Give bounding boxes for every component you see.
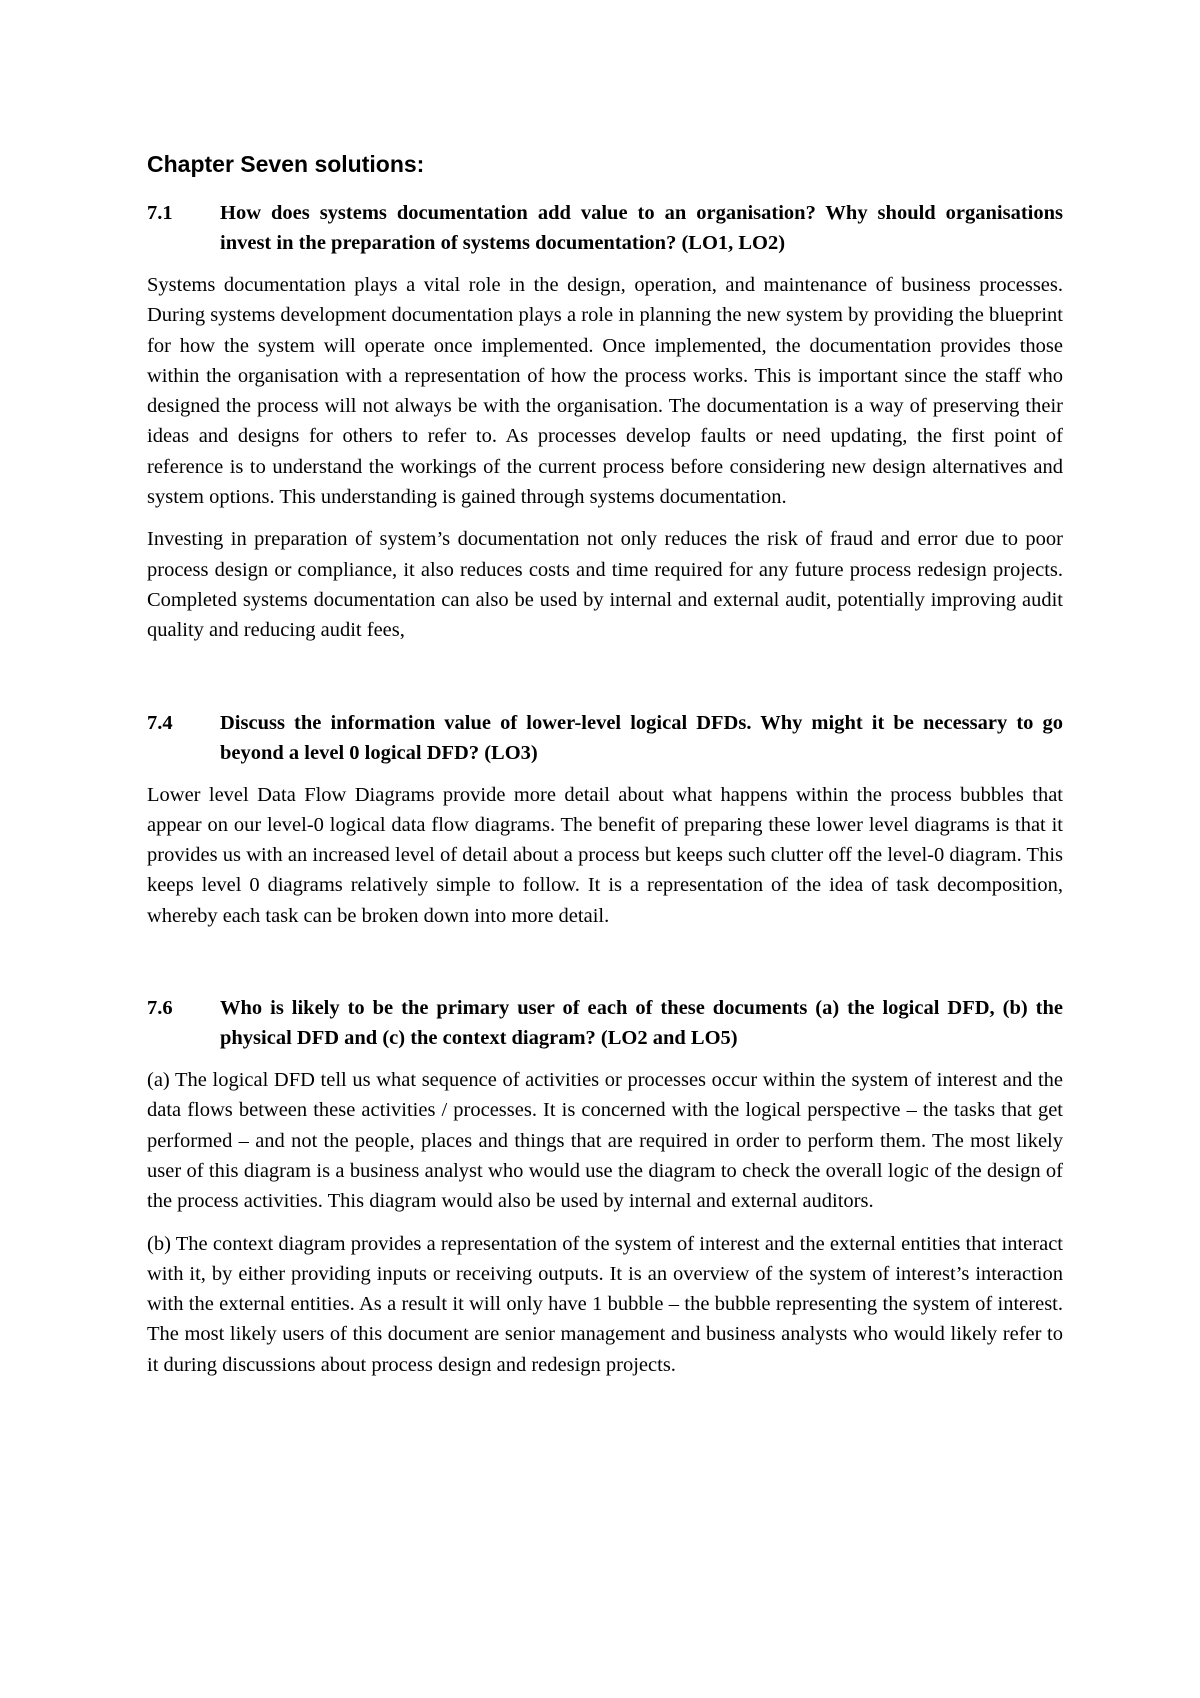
section-7-6 — [147, 993, 1063, 1380]
answer-paragraph: Lower level Data Flow Diagrams provide more detail about what happens within the process bubbles that appear on our level-0 logical data flow diagrams. The benefit of preparing these lower level diagrams is that it provides us with an increased level of detail about a process but keeps such clutter off the level-0 diagram. This keeps level 0 diagrams relatively simple to follow. It is a representation of the idea of task decomposition, whereby each task can be broken down into more detail. — [147, 783, 1063, 927]
answer-paragraph: (a) The logical DFD tell us what sequence of activities or processes occur within the system of interest and the data flows between these activities / processes. It is concerned with the logical perspective – the tasks that get performed – and not the people, places and things that are required in order to perform them. The most likely user of this diagram is a business analyst who would use the diagram to check the overall logic of the design of the process activities. This diagram would also be used by internal and external auditors. — [147, 1069, 1063, 1213]
question-number: 7.1 — [147, 202, 173, 224]
question-heading — [147, 198, 1063, 258]
question-heading — [147, 993, 1063, 1053]
answer-paragraph: Systems documentation plays a vital role in the design, operation, and maintenance of business processes. During systems development documentation plays a role in planning the new system by providing the blueprint for how the system will operate once implemented. Once implemented, the documentation provides those within the organisation with a representation of how the process works. This is important since the staff who designed the process will not always be with the organisation. The documentation is a way of preserving their ideas and designs for others to refer to. As processes develop faults or need updating, the first point of reference is to understand the workings of the current process before considering new design alternatives and system options. This understanding is gained through systems documentation. — [147, 274, 1063, 509]
page-title: Chapter Seven solutions: — [147, 151, 425, 177]
question-text: Discuss the information value of lower-level logical DFDs. Why might it be necessary to go beyond a level 0 logical DFD? (LO3) — [220, 711, 1063, 764]
question-number: 7.4 — [147, 711, 173, 734]
answer-paragraph: Investing in preparation of system’s documentation not only reduces the risk of fraud and error due to poor process design or compliance, it also reduces costs and time required for any future process redesign projects. Completed systems documentation can also be used by internal and external audit, potentially improving audit quality and reducing audit fees, — [147, 528, 1063, 642]
answer-paragraph: (b) The context diagram provides a representation of the system of interest and the external entities that interact with it, by either providing inputs or receiving outputs. It is an overview of the system of interest’s interaction with the external entities. As a result it will only have 1 bubble – the bubble representing the system of interest. The most likely users of this document are senior management and business analysts who would likely refer to it during discussions about process design and redesign projects. — [147, 1232, 1063, 1376]
document-content — [147, 148, 1063, 1392]
section-7-4 — [147, 708, 1063, 931]
question-number: 7.6 — [147, 997, 173, 1020]
question-heading — [147, 708, 1063, 768]
question-text: Who is likely to be the primary user of each of these documents (a) the logical DFD, (b) the physical DFD and (c) the context diagram? (LO2 and LO5) — [220, 997, 1063, 1050]
section-7-1 — [147, 198, 1063, 646]
question-text: How does systems documentation add value to an organisation? Why should organisations invest in the preparation of systems documentation? (LO1, LO2) — [220, 202, 1063, 254]
